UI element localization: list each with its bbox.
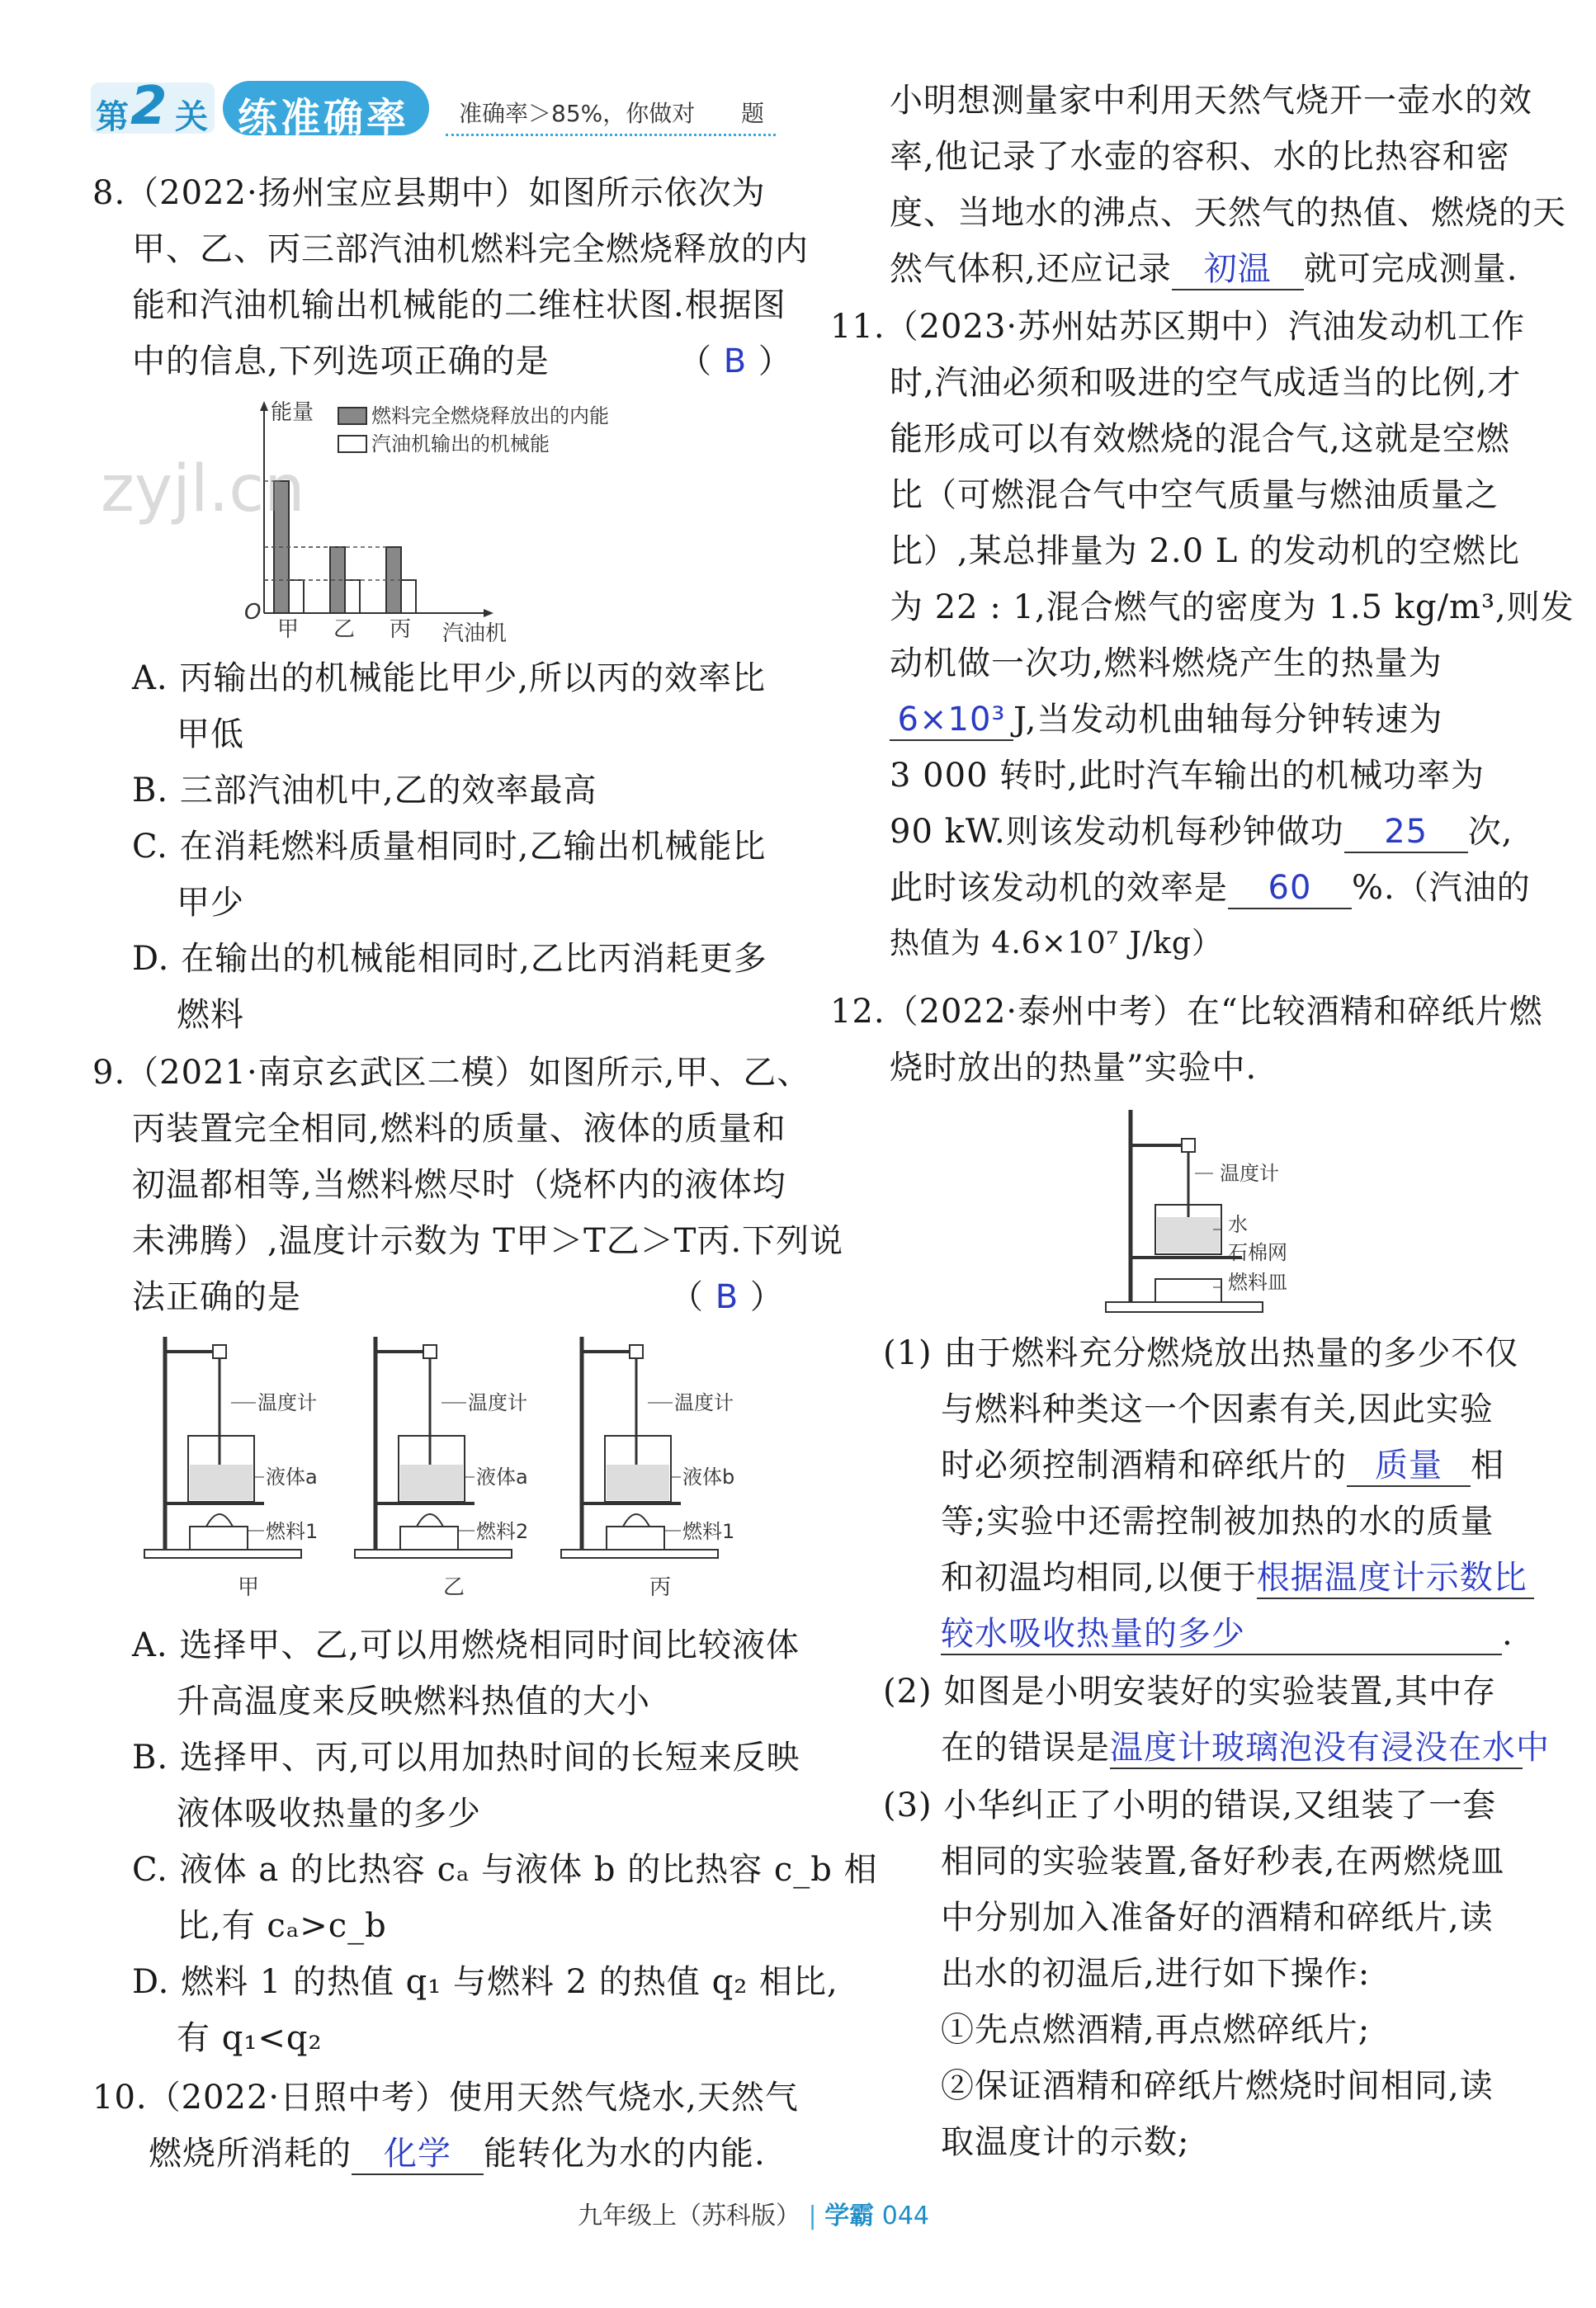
q9-line-4: 未沸腾）,温度计示数为 T甲＞T乙＞T丙.下列说 xyxy=(132,1222,844,1260)
q12-gauze-label: 石棉网 xyxy=(1228,1241,1287,1264)
q11-line-12: 热值为 4.6×10⁷ J/kg） xyxy=(890,927,1222,960)
q12-line-1: 12.（2022·泰州中考）在“比较酒精和碎纸片燃 xyxy=(830,993,1543,1031)
q10-cont-4 xyxy=(890,249,1518,290)
q8-answer-paren: （ B ） xyxy=(678,342,792,380)
q12-water-label: 水 xyxy=(1228,1213,1248,1236)
q8-option-d: D. 在输出的机械能相同时,乙比丙消耗更多 xyxy=(132,940,767,978)
q9-option-d: D. 燃料 1 的热值 q₁ 与燃料 2 的热值 q₂ 相比, xyxy=(132,1963,838,2001)
q11-line-11a: 此时该发动机的效率是 xyxy=(890,869,1228,907)
jia-fuel-label: 燃料1 xyxy=(266,1520,319,1543)
q9-apparatus-figure xyxy=(140,1329,784,1601)
q9-line-3: 初温都相等,当燃料燃尽时（烧杯内的液体均 xyxy=(132,1166,786,1204)
q9-line-5: 法正确的是 xyxy=(132,1278,301,1316)
q11-line-7: 动机做一次功,燃料燃烧产生的热量为 xyxy=(890,644,1443,682)
q9-option-b-cont: 液体吸收热量的多少 xyxy=(177,1795,481,1833)
q10-line-4a: 然气体积,还应记录 xyxy=(890,250,1172,288)
q8-option-a-cont: 甲低 xyxy=(177,715,244,753)
accuracy-note-tail: 题 xyxy=(741,100,765,127)
legend-swatch-work xyxy=(338,436,366,452)
x-axis-label: 汽油机 xyxy=(442,621,508,642)
q8-line-1: 8.（2022·扬州宝应县期中）如图所示依次为 xyxy=(92,174,766,212)
jia-thermo-label: 温度计 xyxy=(257,1391,317,1414)
q12-p1-line-1: (1) 由于燃料充分燃烧放出热量的多少不仅 xyxy=(883,1334,1519,1372)
q12-thermo-label: 温度计 xyxy=(1220,1162,1279,1185)
q9-option-a: A. 选择甲、乙,可以用燃烧相同时间比较液体 xyxy=(132,1626,800,1664)
q11-answer-3: 60 xyxy=(1268,869,1312,907)
q12-p1-line-4: 等;实验中还需控制被加热的水的质量 xyxy=(941,1503,1494,1541)
yi-liquid-label: 液体a xyxy=(476,1466,528,1489)
q11-line-1: 11.（2023·苏州姑苏区期中）汽油发动机工作 xyxy=(830,308,1526,346)
q10-answer-1: 化学 xyxy=(384,2135,451,2173)
apparatus-yi xyxy=(355,1337,528,1600)
q12-p1-line-6 xyxy=(941,1614,1513,1655)
q8-answer: B xyxy=(723,342,748,380)
q11-line-11 xyxy=(890,868,1531,909)
q12-p1-line-2: 与燃料种类这一个因素有关,因此实验 xyxy=(941,1390,1494,1428)
q12-p3-line-6: ②保证酒精和碎纸片燃烧时间相同,读 xyxy=(941,2067,1494,2105)
q12-p3-line-4: 出水的初温后,进行如下操作: xyxy=(941,1955,1371,1993)
bing-name-label: 丙 xyxy=(649,1575,672,1600)
q12-p2-line-2 xyxy=(941,1728,1550,1769)
q12-line-2: 烧时放出的热量”实验中. xyxy=(890,1049,1258,1087)
legend-swatch-energy xyxy=(338,408,366,424)
y-axis-label: 能量 xyxy=(271,400,314,425)
jia-name-label: 甲 xyxy=(238,1575,260,1600)
q8-option-a: A. 丙输出的机械能比甲少,所以丙的效率比 xyxy=(132,659,767,697)
footer-brand: 学霸 xyxy=(824,2202,875,2230)
header-title: 练准确率 xyxy=(238,95,410,141)
q12-p3-line-7: 取温度计的示数; xyxy=(941,2123,1190,2161)
bar-work-2 xyxy=(345,580,360,613)
q10-line-2 xyxy=(149,2134,766,2175)
q9-option-b: B. 选择甲、丙,可以用加热时间的长短来反映 xyxy=(132,1739,800,1777)
legend-label-work: 汽油机输出的机械能 xyxy=(371,432,550,455)
bing-liquid-label: 液体b xyxy=(682,1466,735,1489)
level-suffix: 关 xyxy=(175,98,208,136)
q12-dish-label: 燃料皿 xyxy=(1228,1271,1287,1294)
x-tick-label-3: 丙 xyxy=(390,617,412,642)
q12-p2-line-2a: 在的错误是 xyxy=(941,1729,1110,1767)
q11-line-4: 比（可燃混合气中空气质量与燃油质量之 xyxy=(890,476,1499,514)
q9-option-c: C. 液体 a 的比热容 cₐ 与液体 b 的比热容 c_b 相 xyxy=(132,1851,878,1889)
x-tick-label-2: 乙 xyxy=(333,617,356,642)
q9-answer-paren: （ B ） xyxy=(670,1278,784,1316)
bing-thermo-label: 温度计 xyxy=(674,1391,734,1414)
q12-p3-line-3: 中分别加入准备好的酒精和碎纸片,读 xyxy=(941,1899,1494,1937)
q8-line-3: 能和汽油机输出机械能的二维柱状图.根据图 xyxy=(132,286,786,324)
jia-liquid-label: 液体a xyxy=(266,1466,318,1489)
yi-fuel-label: 燃料2 xyxy=(476,1520,529,1543)
q10-cont-1: 小明想测量家中利用天然气烧开一壶水的效 xyxy=(890,82,1532,120)
q12-p1-line-3a: 时必须控制酒精和碎纸片的 xyxy=(941,1447,1347,1484)
q10-line-2a: 燃烧所消耗的 xyxy=(149,2135,352,2173)
q12-answer-2a: 根据温度计示数比 xyxy=(1256,1559,1528,1597)
q9-option-d-cont: 有 q₁<q₂ xyxy=(177,2019,323,2057)
footer-page: 044 xyxy=(881,2202,930,2230)
q11-line-11b: %.（汽油的 xyxy=(1352,869,1531,907)
apparatus-jia xyxy=(144,1337,318,1600)
footer xyxy=(578,2195,1073,2244)
q10-cont-2: 率,他记录了水壶的容积、水的比热容和密 xyxy=(890,138,1510,176)
legend-label-energy: 燃料完全燃烧释放出的内能 xyxy=(371,404,609,427)
q9-line-1: 9.（2021·南京玄武区二模）如图所示,甲、乙、 xyxy=(92,1054,811,1092)
q11-line-10a: 90 kW.则该发动机每秒钟做功 xyxy=(890,813,1344,851)
q8-option-d-cont: 燃料 xyxy=(177,996,244,1034)
q12-p1-line-5a: 和初温均相同,以便于 xyxy=(941,1559,1257,1597)
q11-line-5: 比）,某总排量为 2.0 L 的发动机的空燃比 xyxy=(890,532,1521,570)
x-axis-arrow xyxy=(484,609,493,617)
level-prefix: 第 xyxy=(96,98,129,136)
q12-p3-line-2: 相同的实验装置,备好秒表,在两燃烧皿 xyxy=(941,1843,1505,1881)
q12-answer-2b: 较水吸收热量的多少 xyxy=(941,1615,1245,1653)
q10-line-1: 10.（2022·日照中考）使用天然气烧水,天然气 xyxy=(92,2079,799,2117)
q9-option-c-cont: 比,有 cₐ>c_b xyxy=(177,1907,387,1945)
q12-answer-1: 质量 xyxy=(1375,1447,1443,1484)
q9-answer: B xyxy=(715,1278,739,1316)
q11-line-6: 为 22 : 1,混合燃气的密度为 1.5 kg/m³,则发 xyxy=(890,588,1575,626)
watermark: zyjl.cn xyxy=(101,452,305,526)
q10-cont-3: 度、当地水的沸点、天然气的热值、燃烧的天 xyxy=(890,194,1566,232)
apparatus-bing xyxy=(561,1337,734,1600)
header-banner xyxy=(83,76,776,150)
q12-answer-3: 温度计玻璃泡没有浸没在水中 xyxy=(1110,1729,1550,1767)
q9-line-2: 丙装置完全相同,燃料的质量、液体的质量和 xyxy=(132,1110,786,1148)
q8-option-c: C. 在消耗燃料质量相同时,乙输出机械能比 xyxy=(132,828,767,866)
q12-p1-line-3 xyxy=(941,1446,1504,1487)
level-number: 2 xyxy=(130,76,168,137)
q10-line-2b: 能转化为水的内能. xyxy=(484,2135,766,2173)
q12-p1-line-3b: 相 xyxy=(1471,1447,1504,1484)
q11-line-10b: 次, xyxy=(1467,813,1513,851)
q11-answer-2: 25 xyxy=(1384,813,1428,851)
footer-grade: 九年级上（苏科版） xyxy=(578,2202,800,2230)
q12-p3-line-5: ①先点燃酒精,再点燃碎纸片; xyxy=(941,2011,1371,2049)
q12-p3-line-1: (3) 小华纠正了小明的错误,又组装了一套 xyxy=(883,1786,1497,1824)
q11-line-8 xyxy=(890,700,1443,741)
q8-bar-chart xyxy=(239,394,701,642)
q12-p1-end: . xyxy=(1502,1615,1513,1653)
bar-work-3 xyxy=(401,580,416,613)
q11-line-3: 能形成可以有效燃烧的混合气,这就是空燃 xyxy=(890,420,1510,458)
accuracy-note: 准确率＞85%，你做对 xyxy=(459,100,696,127)
q11-answer-1: 6×10³ xyxy=(897,701,1006,739)
q10-answer-2: 初温 xyxy=(1203,250,1272,288)
q11-line-10 xyxy=(890,812,1513,853)
yi-name-label: 乙 xyxy=(443,1575,465,1600)
yi-thermo-label: 温度计 xyxy=(468,1391,527,1414)
q12-p2-line-1: (2) 如图是小明安装好的实验装置,其中存 xyxy=(883,1673,1497,1711)
q8-option-b: B. 三部汽油机中,乙的效率最高 xyxy=(132,772,597,809)
q12-apparatus-figure xyxy=(1098,1106,1362,1320)
q11-line-2: 时,汽油必须和吸进的空气成适当的比例,才 xyxy=(890,364,1522,402)
q11-line-8b: J,当发动机曲轴每分钟转速为 xyxy=(1013,701,1443,739)
q9-option-a-cont: 升高温度来反映燃料热值的大小 xyxy=(177,1683,650,1720)
footer-divider: | xyxy=(808,2202,817,2230)
header-dotted-line xyxy=(446,134,776,136)
y-axis-arrow xyxy=(260,401,268,411)
bing-fuel-label: 燃料1 xyxy=(682,1520,735,1543)
q11-line-9: 3 000 转时,此时汽车输出的机械功率为 xyxy=(890,757,1485,795)
x-tick-label-1: 甲 xyxy=(277,617,300,642)
q10-line-4b: 就可完成测量. xyxy=(1303,250,1518,288)
q8-option-c-cont: 甲少 xyxy=(177,884,244,922)
q12-p1-line-5 xyxy=(941,1558,1534,1599)
q8-line-2: 甲、乙、丙三部汽油机燃料完全燃烧释放的内 xyxy=(132,230,809,268)
q8-line-4: 中的信息,下列选项正确的是 xyxy=(132,342,550,380)
origin-label: O xyxy=(244,600,262,625)
bar-work-1 xyxy=(289,580,304,613)
